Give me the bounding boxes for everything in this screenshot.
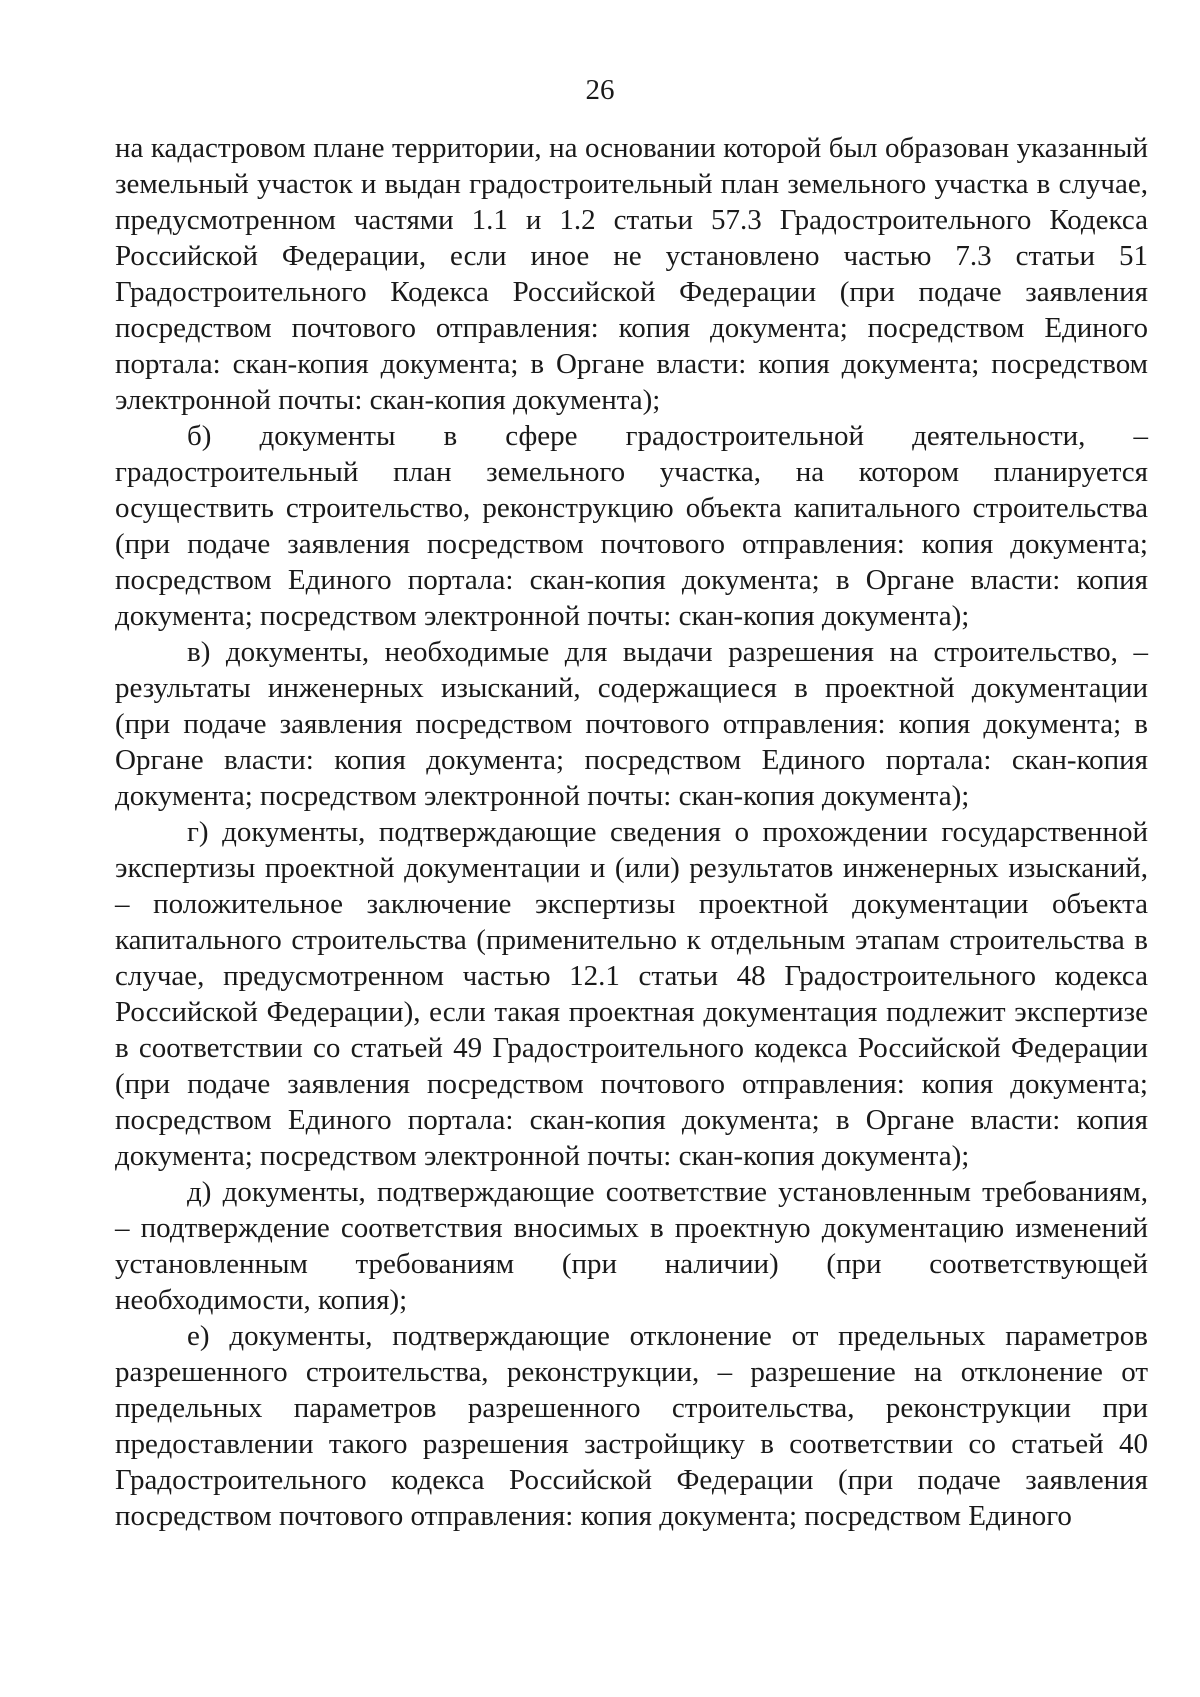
paragraph-item-b: б) документы в сфере градостроительной деятельности, – градостроительный план земельного участка, на котором планируется осуществить строительство, реконструкцию объекта капитального строительства (при подаче заявления посредством почтового отправления: копия документа; посредством Единого портала: скан-копия документа; в Органе власти: копия документа; посредством электронной почты: скан-копия документа); — [115, 420, 1148, 632]
document-body — [115, 130, 1148, 1534]
paragraph-item-g: г) документы, подтверждающие сведения о прохождении государственной экспертизы проектной документации и (или) результатов инженерных изысканий, – положительное заключение экспертизы проектной документации объекта капитального строительства (применительно к отдельным этапам строительства в случае, предусмотренном частью 12.1 статьи 48 Градостроительного кодекса Российской Федерации), если такая проектная документация подлежит экспертизе в соответствии со статьей 49 Градостроительного кодекса Российской Федерации (при подаче заявления посредством почтового отправления: копия документа; посредством Единого портала: скан-копия документа; в Органе власти: копия документа; посредством электронной почты: скан-копия документа); — [115, 816, 1148, 1172]
paragraph-item-e: е) документы, подтверждающие отклонение от предельных параметров разрешенного строительства, реконструкции, – разрешение на отклонение от предельных параметров разрешенного строительства, реконструкции при предоставлении такого разрешения застройщику в соответствии со статьей 40 Градостроительного кодекса Российской Федерации (при подаче заявления посредством почтового отправления: копия документа; посредством Единого — [115, 1320, 1148, 1532]
page-number: 26 — [585, 74, 615, 106]
paragraph-item-d: д) документы, подтверждающие соответствие установленным требованиям, – подтверждение соответствия вносимых в проектную документацию изменений установленным требованиям (при наличии) (при соответствующей необходимости, копия); — [115, 1176, 1148, 1316]
paragraph-item-v: в) документы, необходимые для выдачи разрешения на строительство, – результаты инженерных изысканий, содержащиеся в проектной документации (при подаче заявления посредством почтового отправления: копия документа; в Органе власти: копия документа; посредством Единого портала: скан-копия документа; посредством электронной почты: скан-копия документа); — [115, 636, 1148, 812]
paragraph-continuation: на кадастровом плане территории, на основании которой был образован указанный земельный участок и выдан градостроительный план земельного участка в случае, предусмотренном частями 1.1 и 1.2 статьи 57.3 Градостроительного Кодекса Российской Федерации, если иное не установлено частью 7.3 статьи 51 Градостроительного Кодекса Российской Федерации (при подаче заявления посредством почтового отправления: копия документа; посредством Единого портала: скан-копия документа; в Органе власти: копия документа; посредством электронной почты: скан-копия документа); — [115, 132, 1148, 416]
